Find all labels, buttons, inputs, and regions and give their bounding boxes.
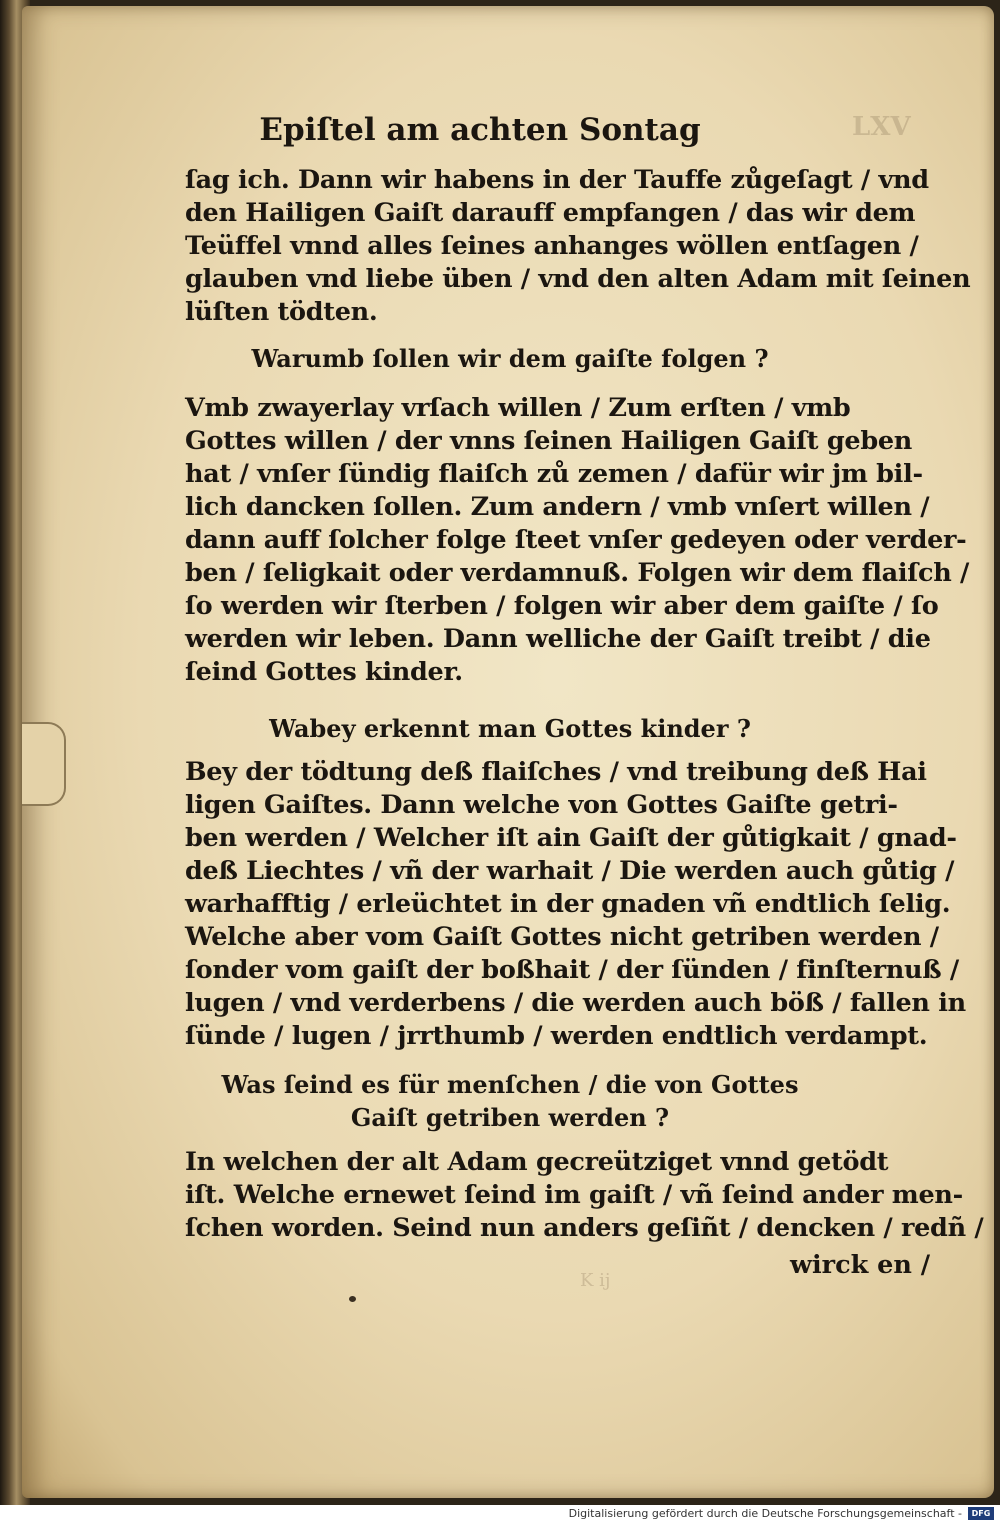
text-line: ſonder vom gaiſt der boßhait / der ſünden / finſternuß / (185, 955, 959, 985)
paragraph-4 (185, 1146, 984, 1245)
text-line: Teüffel vnnd alles ſeines anhanges wöllen entſagen / (185, 231, 919, 261)
question-line: Gaiſt getriben werden ? (350, 1103, 670, 1132)
funding-credit: Digitalisierung gefördert durch die Deutsche Forschungsgemeinschaft - (568, 1507, 962, 1520)
text-line: ben / ſeligkait oder verdamnuß. Folgen wir dem flaiſch / (185, 558, 970, 588)
text-line: deß Liechtes / vñ der warhait / Die werden auch gůtig / (185, 856, 955, 886)
text-line: ſünde / lugen / jrrthumb / werden endtlich verdampt. (185, 1021, 928, 1051)
text-line: ſo werden wir ſterben / folgen wir aber dem gaiſte / ſo (185, 591, 939, 621)
text-line: lich dancken ſollen. Zum andern / vmb vnſert willen / (185, 492, 930, 522)
text-line: In welchen der alt Adam gecreütziget vnnd getödt (185, 1147, 889, 1177)
text-line: glauben vnd liebe üben / vnd den alten Adam mit ſeinen (185, 264, 971, 294)
text-line: hat / vnſer ſündig flaiſch zů zemen / dafür wir jm bil- (185, 459, 923, 489)
question-line: Was ſeind es für menſchen / die von Gottes (221, 1070, 799, 1099)
catchword: wirck en / (790, 1250, 931, 1280)
question-heading-2: Wabey erkennt man Gottes kinder ? (269, 714, 751, 743)
text-line: den Hailigen Gaiſt darauff empfangen / das wir dem (185, 198, 916, 228)
text-line: Gottes willen / der vnns ſeinen Hailigen Gaiſt geben (185, 426, 913, 456)
ink-speck (349, 1296, 356, 1302)
text-line: lüſten tödten. (185, 297, 378, 327)
paragraph-3 (185, 756, 966, 1053)
paragraph-1 (185, 164, 971, 329)
page-clip-tab (22, 722, 66, 806)
question-heading-1: Warumb ſollen wir dem gaiſte folgen ? (251, 344, 769, 373)
digitization-footer (0, 1505, 1000, 1522)
text-line: ben werden / Welcher iſt ain Gaiſt der gůtigkait / gnad- (185, 823, 957, 853)
dfg-logo-icon: DFG (968, 1507, 994, 1520)
running-head: Epiſtel am achten Sontag (259, 112, 701, 148)
text-line: warhafftig / erleüchtet in der gnaden vñ endtlich ſelig. (185, 889, 951, 919)
text-line: Bey der tödtung deß flaiſches / vnd treibung deß Hai (185, 757, 927, 787)
text-line: werden wir leben. Dann welliche der Gaiſt treibt / die (185, 624, 931, 654)
text-line: ſag ich. Dann wir habens in der Tauffe zůgeſagt / vnd (185, 165, 929, 195)
text-line: iſt. Welche ernewet ſeind im gaiſt / vñ ſeind ander men- (185, 1180, 963, 1210)
question-heading-3 (200, 1068, 820, 1134)
text-line: Welche aber vom Gaiſt Gottes nicht getriben werden / (185, 922, 939, 952)
text-line: ligen Gaiſtes. Dann welche von Gottes Gaiſte getri- (185, 790, 898, 820)
paragraph-2 (185, 392, 970, 689)
text-line: ſchen worden. Seind nun anders geſiñt / dencken / redñ / (185, 1213, 984, 1243)
text-line: ſeind Gottes kinder. (185, 657, 463, 687)
text-line: Vmb zwayerlay vrſach willen / Zum erſten / vmb (185, 393, 851, 423)
text-line: dann auff ſolcher folge ſteet vnſer gedeyen oder verder- (185, 525, 967, 555)
folio-bleed-through: LXV (852, 112, 911, 142)
signature-bleed-through: K ij (580, 1270, 611, 1291)
text-line: lugen / vnd verderbens / die werden auch böß / fallen in (185, 988, 966, 1018)
